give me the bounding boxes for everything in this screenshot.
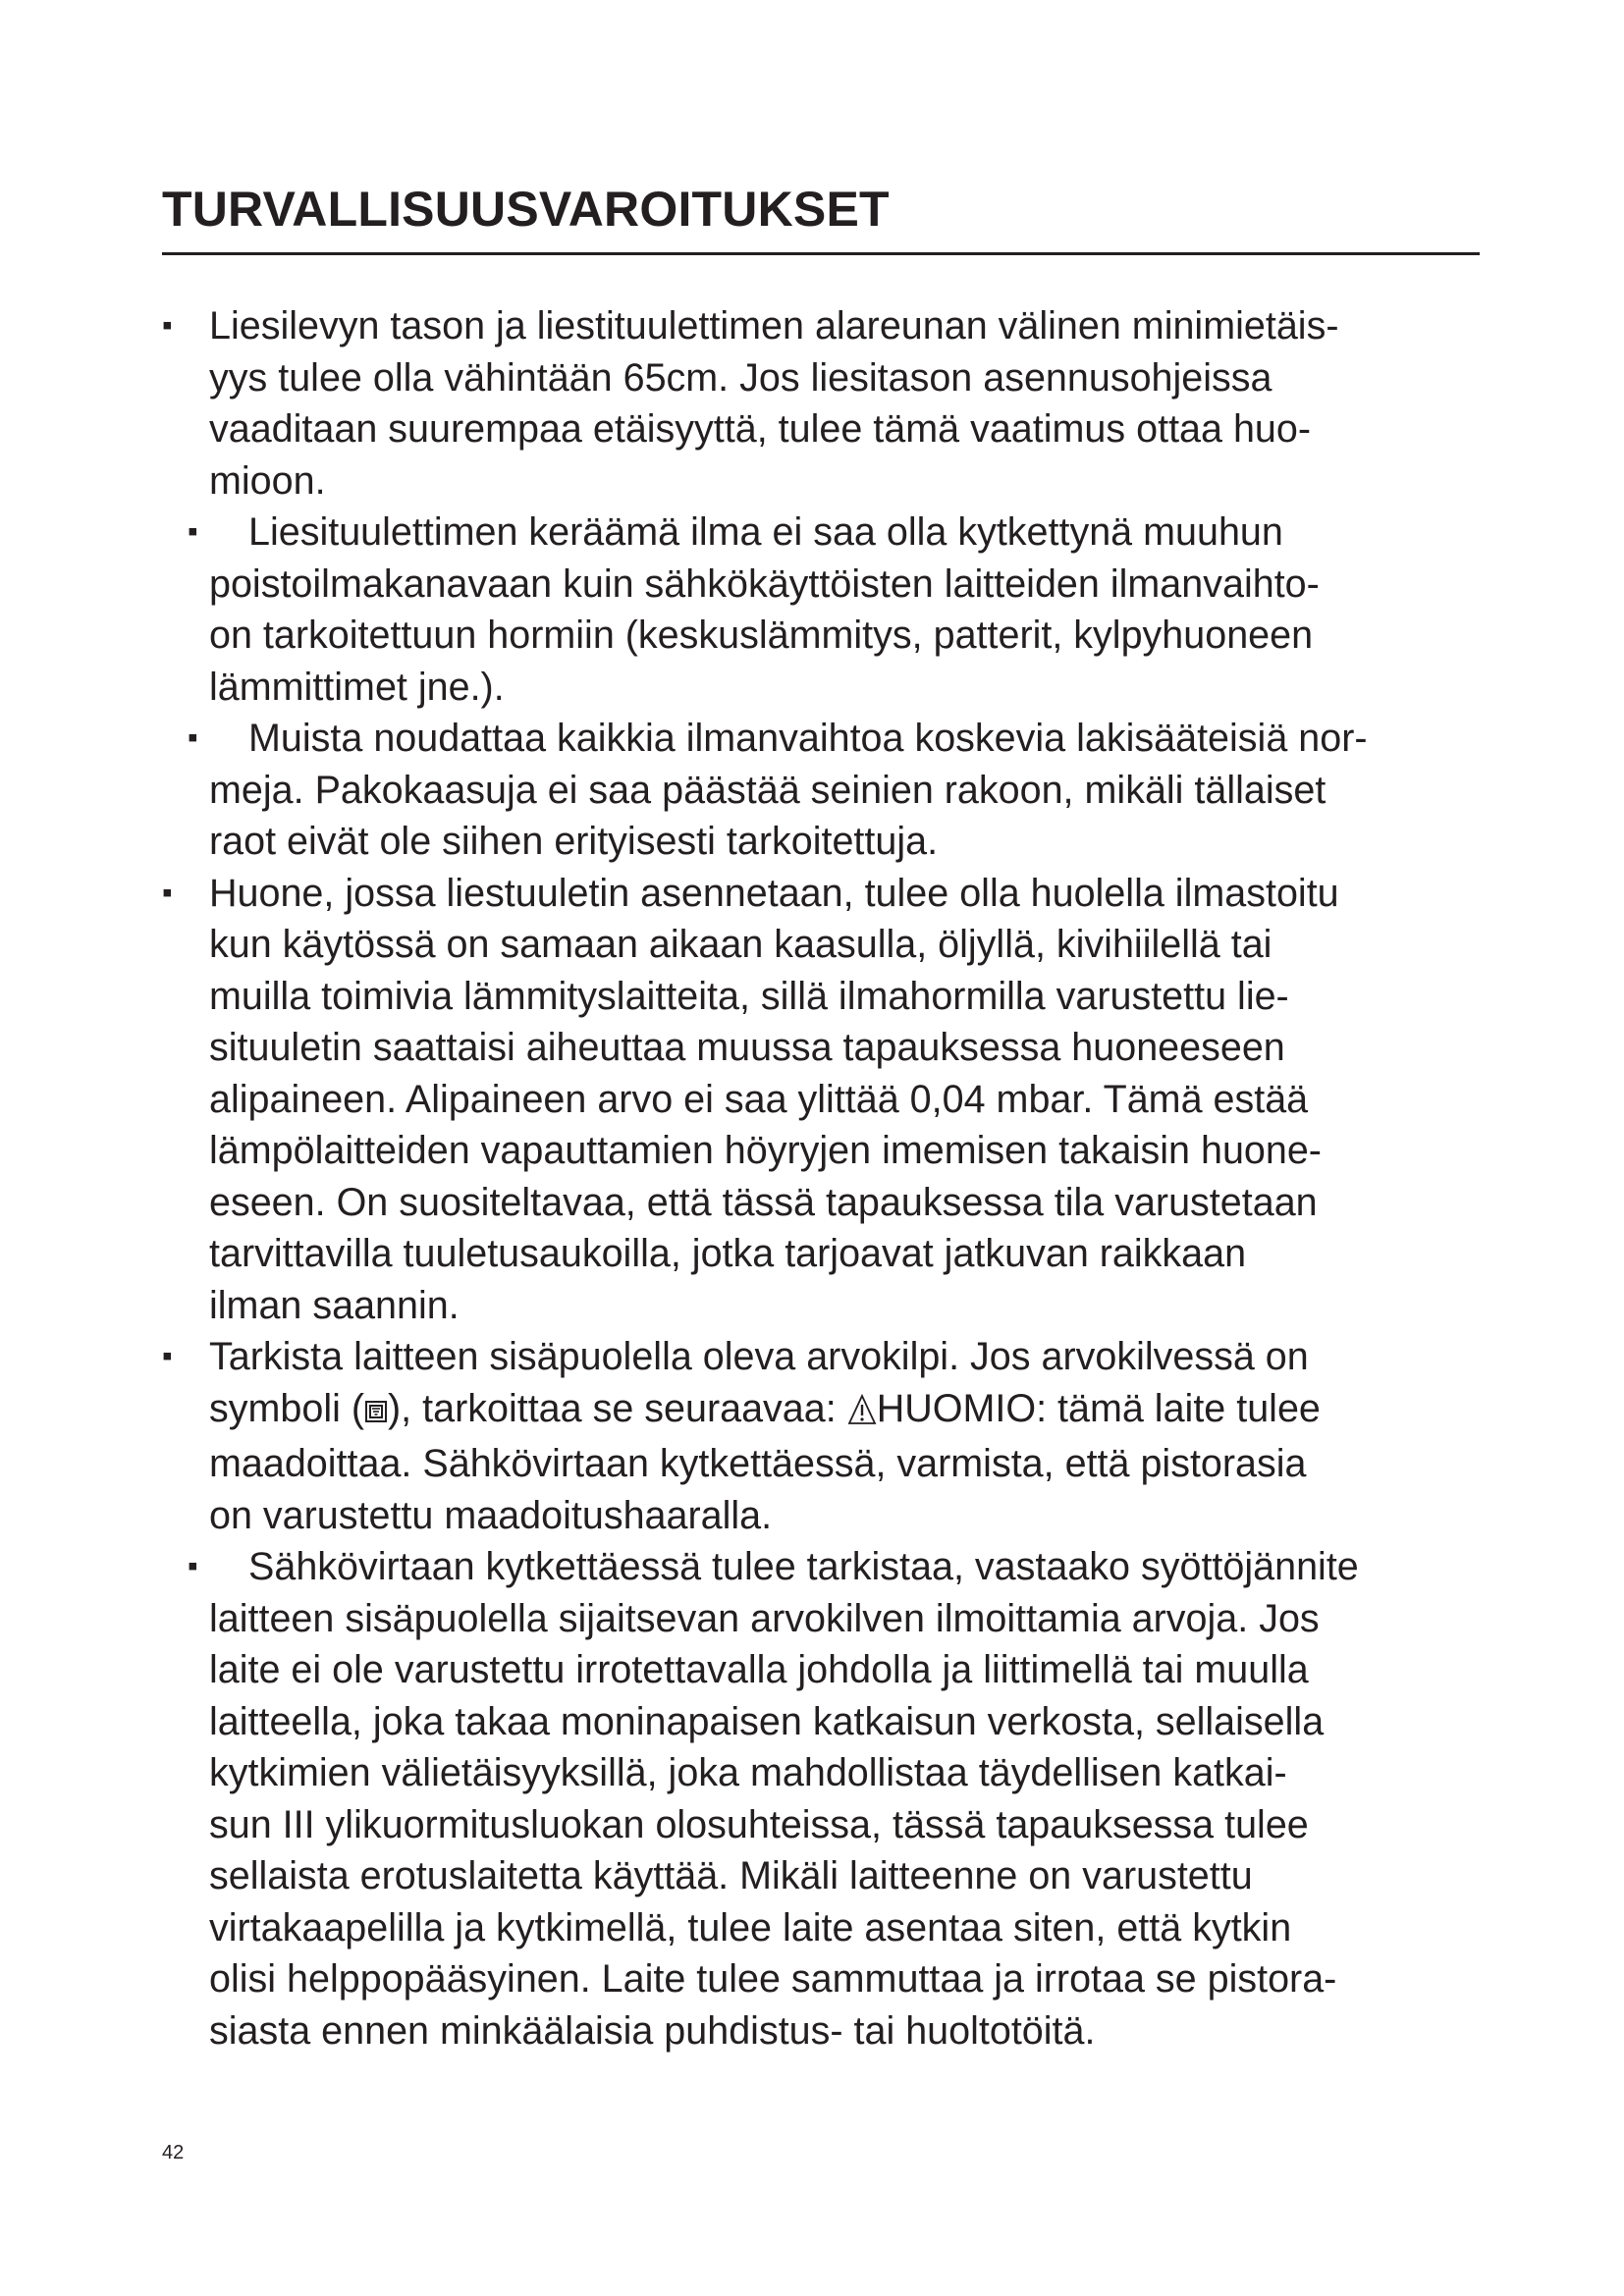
text-line: tarvittavilla tuuletusaukoilla, jotka tarjoavat jatkuvan raikkaan: [209, 1232, 1247, 1275]
text-line: muilla toimivia lämmityslaitteita, sillä ilmahormilla varustettu lie-: [209, 974, 1289, 1018]
text-line: maadoittaa. Sähkövirtaan kytkettäessä, varmista, että pistorasia: [209, 1442, 1307, 1485]
bullet-icon: ▪: [188, 515, 198, 548]
text-line: sun III ylikuormitusluokan olosuhteissa, tässä tapauksessa tulee: [209, 1802, 1309, 1846]
bullet-icon: ▪: [162, 876, 173, 909]
bullet-icon: ▪: [162, 1340, 173, 1372]
text-line: Liesilevyn tason ja liestituulettimen alareunan välinen minimietäis-: [209, 304, 1339, 347]
list-item: [162, 507, 1522, 713]
safety-warnings-list: [162, 300, 1522, 2056]
text-line: laitteen sisäpuolella sijaitsevan arvokilven ilmoittamia arvoja. Jos: [209, 1596, 1320, 1640]
text-line: vaaditaan suurempaa etäisyyttä, tulee tämä vaatimus ottaa huo-: [209, 407, 1312, 451]
page-number: 42: [162, 2142, 185, 2163]
text-line: Liesituulettimen keräämä ilma ei saa olla kytkettynä muuhun: [248, 510, 1283, 554]
text-line: laitteella, joka takaa moninapaisen katkaisun verkosta, sellaisella: [209, 1699, 1325, 1743]
text-line: yys tulee olla vähintään 65cm. Jos liesitason asennusohjeissa: [209, 355, 1272, 400]
text-line: mioon.: [209, 458, 326, 503]
protective-earth-icon: [364, 1387, 388, 1439]
list-item: [162, 300, 1522, 507]
text-fragment: HUOMIO: tämä laite tulee: [876, 1386, 1321, 1430]
list-item: [162, 1331, 1522, 1541]
list-item: [162, 868, 1522, 1332]
bullet-icon: ▪: [162, 309, 173, 342]
text-line: sellaista erotuslaitetta käyttää. Mikäli laitteenne on varustettu: [209, 1854, 1253, 1897]
text-line: kun käytössä on samaan aikaan kaasulla, öljyllä, kivihiilellä tai: [209, 923, 1272, 966]
text-fragment: ), tarkoittaa se seuraavaa:: [388, 1386, 847, 1430]
text-line: lämmittimet jne.).: [209, 665, 505, 709]
text-line: on varustettu maadoitushaaralla.: [209, 1493, 773, 1537]
text-line: Sähkövirtaan kytkettäessä tulee tarkistaa, vastaako syöttöjännite: [248, 1545, 1359, 1588]
text-fragment: symboli (: [209, 1386, 365, 1430]
text-line: poistoilmakanavaan kuin sähkökäyttöisten laitteiden ilmanvaihto-: [209, 561, 1320, 606]
text-line: virtakaapelilla ja kytkimellä, tulee laite asentaa siten, että kytkin: [209, 1905, 1292, 1949]
text-line: lämpölaitteiden vapauttamien höyryjen imemisen takaisin huone-: [209, 1129, 1322, 1172]
text-line: eseen. On suositeltavaa, että tässä tapauksessa tila varustetaan: [209, 1180, 1318, 1224]
text-line: Huone, jossa liestuuletin asennetaan, tulee olla huolella ilmastoitu: [209, 871, 1339, 915]
text-line: raot eivät ole siihen erityisesti tarkoitettuja.: [209, 820, 939, 863]
list-item: [162, 1541, 1522, 2056]
title-divider: [162, 252, 1480, 255]
bullet-icon: ▪: [188, 721, 198, 754]
page-title: TURVALLISUUSVAROITUKSET: [162, 182, 890, 237]
text-line: laite ei ole varustettu irrotettavalla johdolla ja liittimellä tai muulla: [209, 1648, 1309, 1691]
text-line: siasta ennen minkäälaisia puhdistus- tai huoltotöitä.: [209, 2008, 1096, 2053]
text-line: [209, 1383, 1522, 1439]
text-line: ilman saannin.: [209, 1283, 460, 1327]
list-item: [162, 713, 1522, 868]
text-line: olisi helppopääsyinen. Laite tulee sammuttaa ja irrotaa se pistora-: [209, 1957, 1337, 2001]
text-line: alipaineen. Alipaineen arvo ei saa ylittää 0,04 mbar. Tämä estää: [209, 1077, 1309, 1121]
text-line: Tarkista laitteen sisäpuolella oleva arvokilpi. Jos arvokilvessä on: [209, 1335, 1309, 1378]
text-line: meja. Pakokaasuja ei saa päästää seinien rakoon, mikäli tällaiset: [209, 768, 1326, 812]
text-line: on tarkoitettuun hormiin (keskuslämmitys, patterit, kylpyhuoneen: [209, 614, 1314, 657]
text-line: kytkimien välietäisyyksillä, joka mahdollistaa täydellisen katkai-: [209, 1751, 1287, 1794]
bullet-icon: ▪: [188, 1550, 198, 1582]
text-line: situuletin saattaisi aiheuttaa muussa tapauksessa huoneeseen: [209, 1026, 1285, 1069]
text-line: Muista noudattaa kaikkia ilmanvaihtoa koskevia lakisääteisiä nor-: [248, 717, 1368, 760]
warning-triangle-icon: [847, 1387, 877, 1439]
